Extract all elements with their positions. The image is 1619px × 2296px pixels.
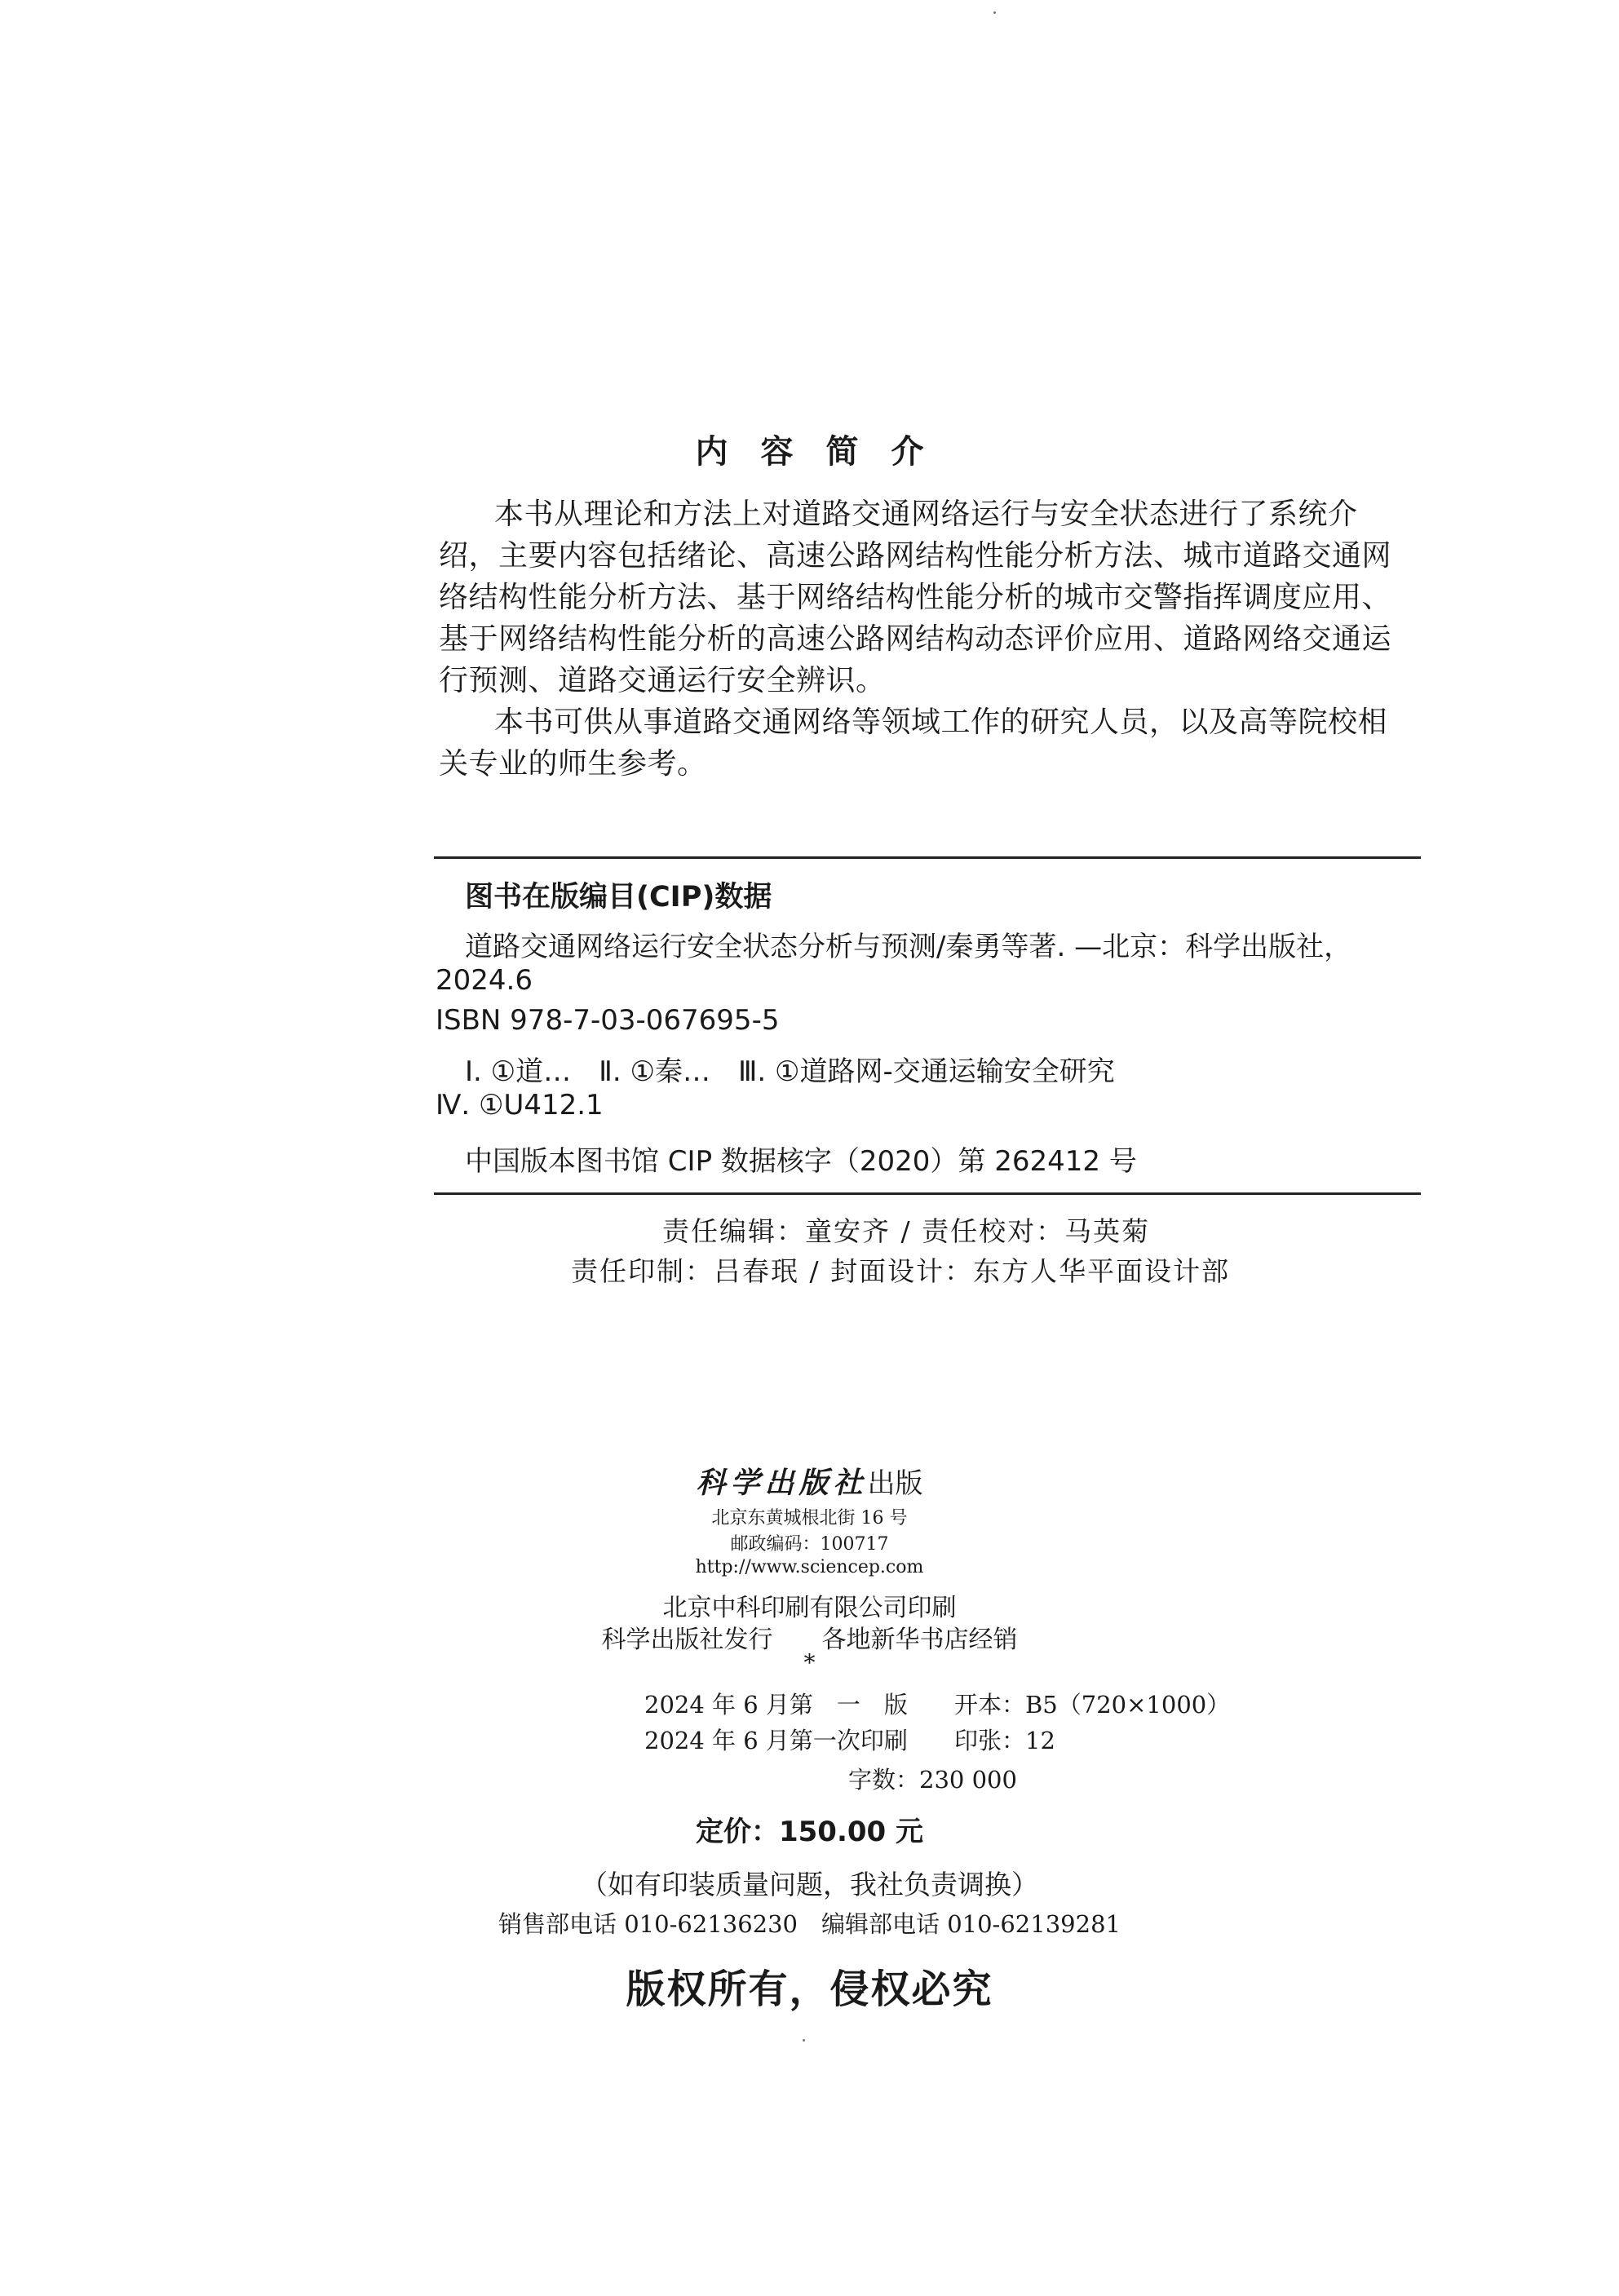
copyright-notice: 版权所有，侵权必究 [626,1966,993,2012]
publisher-suffix: 出版 [867,1467,923,1500]
printer-line: 北京中科印刷有限公司印刷 [662,1594,957,1622]
cip-line: Ⅰ. ①道… Ⅱ. ①秦… Ⅲ. ①道路网-交通运输安全研究 [465,1055,1115,1088]
publisher-line [0,1460,1619,1502]
cip-line: 中国版本图书馆 CIP 数据核字（2020）第 262412 号 [465,1145,1137,1178]
abstract-paragraph-line: 行预测、道路交通运行安全辨识。 [439,664,886,697]
price-line: 定价：150.00 元 [695,1816,924,1848]
distribution-line: 科学出版社发行 各地新华书店经销 [601,1626,1018,1654]
cip-line: ISBN 978-7-03-067695-5 [436,1004,780,1037]
printing-line: 2024 年 6 月第一次印刷 [644,1727,908,1754]
cip-top-rule [434,856,1421,859]
cip-bottom-rule [434,1192,1421,1195]
scan-speck [993,11,996,14]
publisher-address: 北京东黄城根北街 16 号 [711,1508,908,1528]
cip-line: Ⅳ. ①U412.1 [436,1089,604,1121]
abstract-paragraph-line: 绍，主要内容包括绪论、高速公路网结构性能分析方法、城市道路交通网 [439,539,1392,573]
sheets-line: 印张：12 [954,1727,1055,1754]
word-count: 字数：230 000 [848,1766,1017,1794]
cip-line: 道路交通网络运行安全状态分析与预测/秦勇等著. —北京：科学出版社， [465,931,1352,963]
publisher-logo: 科学出版社 [696,1466,868,1500]
scan-speck [803,2039,805,2042]
cip-line: 2024.6 [436,964,533,997]
separator-asterisk: * [803,1649,816,1676]
abstract-paragraph-line: 络结构性能分析方法、基于网络结构性能分析的城市交警指挥调度应用、 [439,581,1392,614]
format-line: 开本：B5（720×1000） [954,1691,1231,1719]
abstract-paragraph-line: 本书可供从事道路交通网络等领域工作的研究人员，以及高等院校相 [494,706,1388,739]
abstract-title: 内容简介 [695,432,957,471]
editor-credit: 责任编辑：童安齐 / 责任校对：马英菊 [662,1215,1151,1247]
quality-note: （如有印装质量问题，我社负责调换） [581,1869,1038,1900]
abstract-paragraph-line: 关专业的师生参考。 [439,747,707,781]
edition-line: 2024 年 6 月第 一 版 [644,1691,908,1719]
publisher-postcode: 邮政编码：100717 [730,1534,889,1555]
publisher-url: http://www.sciencep.com [695,1557,924,1577]
production-credit: 责任印制：吕春珉 / 封面设计：东方人华平面设计部 [571,1255,1231,1287]
abstract-paragraph-line: 本书从理论和方法上对道路交通网络运行与安全状态进行了系统介 [494,498,1358,531]
abstract-paragraph-line: 基于网络结构性能分析的高速公路网结构动态评价应用、道路网络交通运 [439,622,1392,656]
phone-numbers: 销售部电话 010-62136230 编辑部电话 010-62139281 [498,1910,1121,1938]
cip-heading: 图书在版编目(CIP)数据 [465,881,772,914]
